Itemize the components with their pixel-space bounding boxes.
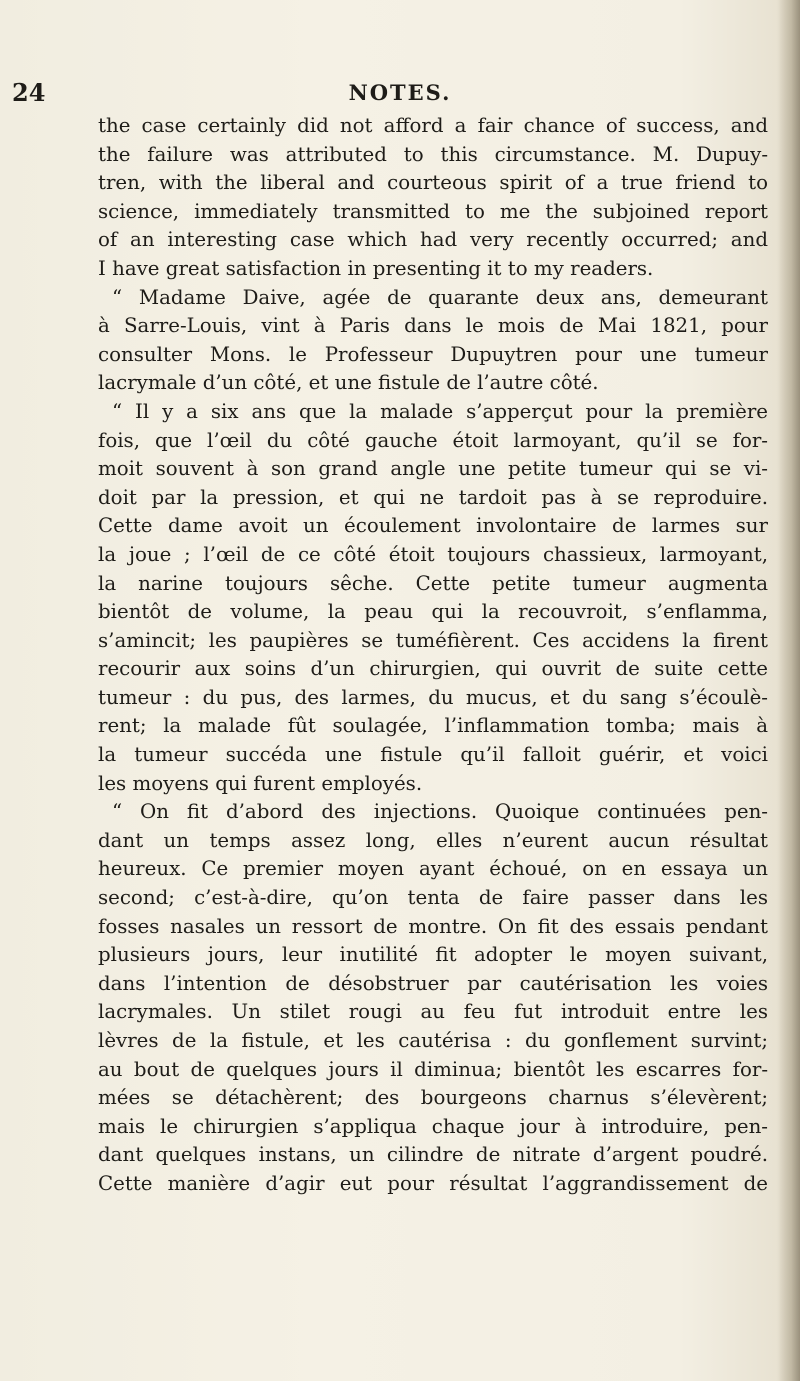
text-line: Cette dame avoit un écoulement involontaire de larmes sur xyxy=(98,514,768,538)
text-line: moit souvent à son grand angle une petite tumeur qui se vi- xyxy=(98,457,768,481)
text-line: the case certainly did not afford a fair chance of success, and xyxy=(98,114,768,137)
text-line: lacrymale d’un côté, et une fistule de l’autre côté. xyxy=(98,371,599,395)
text-line: science, immediately transmitted to me the subjoined report xyxy=(98,199,768,223)
text-line: fois, que l’œil du côté gauche étoit larmoyant, qu’il se for- xyxy=(98,428,768,452)
text-line: rent; la malade fût soulagée, l’inflammation tomba; mais à xyxy=(98,714,768,738)
text-line: lacrymales. Un stilet rougi au feu fut introduit entre les xyxy=(98,1000,768,1024)
text-line: les moyens qui furent employés. xyxy=(98,771,423,795)
paragraph-start-line: “ Madame Daive, agée de quarante deux ans, demeurant xyxy=(112,285,768,309)
text-line: bientôt de volume, la peau qui la recouvroit, s’enflamma, xyxy=(98,600,768,624)
text-line: dant quelques instans, un cilindre de nitrate d’argent poudré. xyxy=(98,1143,768,1167)
paragraph-start-line: “ Il y a six ans que la malade s’apperçut pour la première xyxy=(112,399,768,423)
text-line: tumeur : du pus, des larmes, du mucus, et du sang s’écoulè- xyxy=(98,685,768,709)
text-line: fosses nasales un ressort de montre. On fit des essais pendant xyxy=(98,914,768,938)
text-line: of an interesting case which had very recently occurred; and xyxy=(98,228,768,252)
page-edge-shadow xyxy=(778,0,800,1381)
text-line: the failure was attributed to this circumstance. M. Dupuy- xyxy=(98,142,768,166)
text-line: mées se détachèrent; des bourgeons charnus s’élevèrent; xyxy=(98,1086,768,1110)
running-title: NOTES. xyxy=(348,80,452,105)
text-line: heureux. Ce premier moyen ayant échoué, on en essaya un xyxy=(98,857,768,881)
text-line: mais le chirurgien s’appliqua chaque jour à introduire, pen- xyxy=(98,1114,768,1138)
text-line: Cette manière d’agir eut pour résultat l’aggrandissement de xyxy=(98,1171,768,1195)
page-number: 24 xyxy=(12,78,46,107)
text-line: doit par la pression, et qui ne tardoit pas à se reproduire. xyxy=(98,485,768,509)
text-line: la tumeur succéda une fistule qu’il falloit guérir, et voici xyxy=(98,743,768,767)
text-line: la joue ; l’œil de ce côté étoit toujours chassieux, larmoyant, xyxy=(98,542,768,566)
text-line: la narine toujours sêche. Cette petite tumeur augmenta xyxy=(98,571,768,595)
text-line: dans l’intention de désobstruer par cautérisation les voies xyxy=(98,971,768,995)
text-line: plusieurs jours, leur inutilité fit adopter le moyen suivant, xyxy=(98,943,768,967)
text-line: second; c’est-à-dire, qu’on tenta de faire passer dans les xyxy=(98,886,768,910)
text-line: s’amincit; les paupières se tuméfièrent. Ces accidens la firent xyxy=(98,628,768,652)
text-line: recourir aux soins d’un chirurgien, qui ouvrit de suite cette xyxy=(98,657,768,681)
paragraph-start-line: “ On fit d’abord des injections. Quoique continuées pen- xyxy=(112,800,768,824)
text-line: consulter Mons. le Professeur Dupuytren pour une tumeur xyxy=(98,342,768,366)
text-line: au bout de quelques jours il diminua; bientôt les escarres for- xyxy=(98,1057,768,1081)
text-line: tren, with the liberal and courteous spirit of a true friend to xyxy=(98,171,768,195)
text-line: lèvres de la fistule, et les cautérisa : du gonflement survint; xyxy=(98,1029,768,1052)
text-line: I have great satisfaction in presenting it to my readers. xyxy=(98,256,654,280)
text-line: dant un temps assez long, elles n’eurent aucun résultat xyxy=(98,828,768,852)
body-text xyxy=(98,112,768,1199)
text-line: à Sarre-Louis, vint à Paris dans le mois de Mai 1821, pour xyxy=(98,314,768,338)
